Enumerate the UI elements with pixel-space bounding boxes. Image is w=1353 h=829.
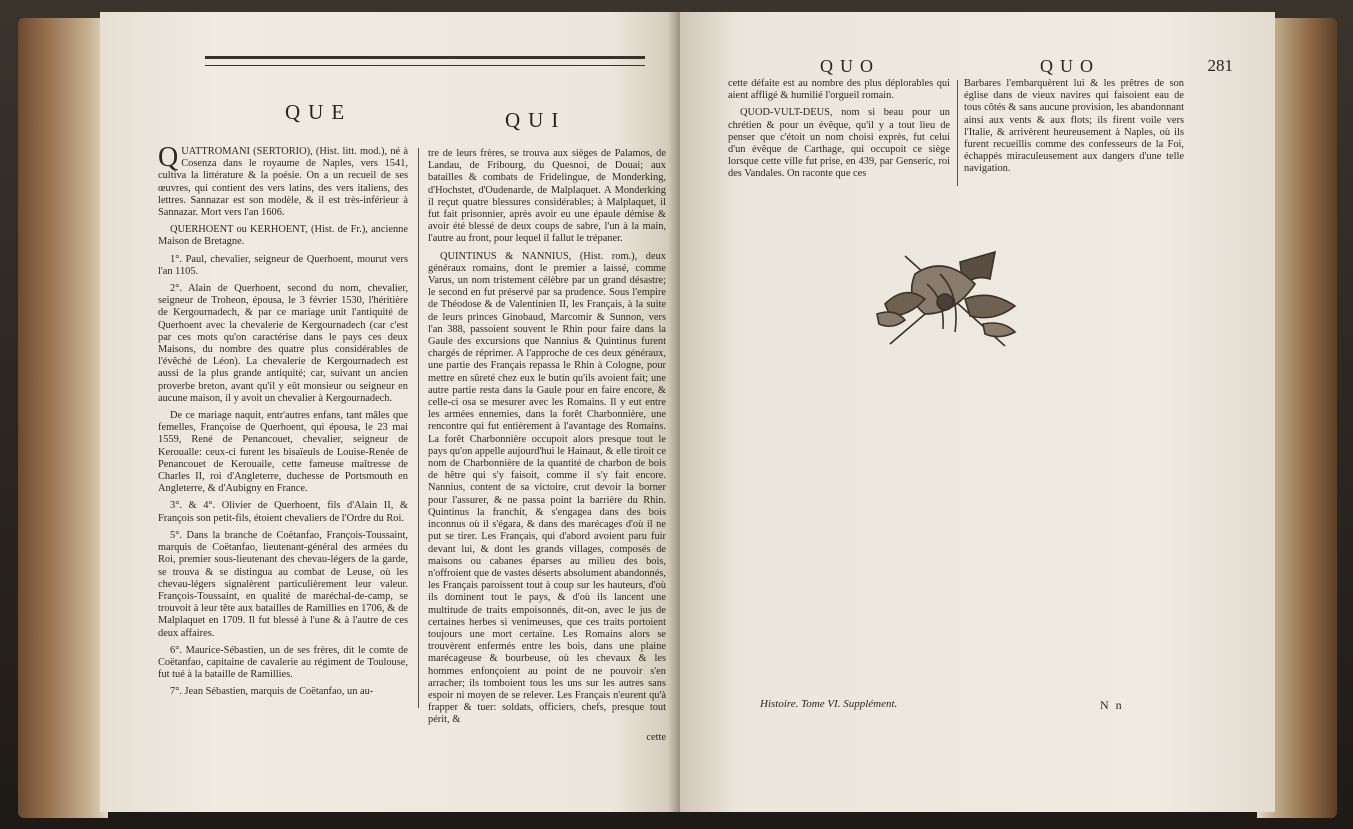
entry-paragraph: 3°. & 4°. Olivier de Querhoent, fils d'Alain II, & François son petit-fils, étoient chevaliers de l'Ordre du Roi. <box>158 500 408 524</box>
right-column-2 <box>964 78 1184 181</box>
right-page <box>680 12 1275 812</box>
left-page <box>100 12 680 812</box>
entry-paragraph: 5°. Dans la branche de Coëtanfao, François-Toussaint, marquis de Coëtanfao, lieutenant-général des armées du Roi, premier sous-lieutenant des chevau-légers de la garde, se trouva & se distingua au combat de Leuse, où les chevau-légers signalèrent particulièrement leur valeur. François-Toussaint, en qualité de maréchal-de-camp, se trouvoit à leur tête aux batailles de Ramillies en 1706, & de Malplaquet en 1709. Il fut blessé à l'une & à l'autre de ces deux affaires. <box>158 529 408 639</box>
entry-paragraph: tre de leurs frères, se trouva aux sièges de Palamos, de Landau, de Fribourg, du Quesnoi, de Douai; aux batailles & combats de Fridelingue, de Monderking, d'Hochstet, d'Oudenarde, de Malplaquet. A Monderking il reçut quatre blessures considérables; à Malplaquet, il fut fait prisonnier, après avoir eu une épaule démise & avoir été blessé de deux coups de sabre, l'un à la main, l'autre au front, pour lequel il fallut le trépaner. <box>428 148 666 245</box>
entry-text: UATTROMANI (SERTORIO), (Hist. litt. mod.), né à Cosenza dans le royaume de Naples, vers 1541, cultiva la littérature & la poésie. On a un recueil de ses œuvres, qui contient des vers latins, des vers italiens, des lettres. Sannazar est son modèle, & il est très-inférieur à Sannazar. Mort vers l'an 1606. <box>158 146 408 219</box>
entry-paragraph: 2°. Alain de Querhoent, second du nom, chevalier, seigneur de Troheon, épousa, le 3 février 1530, l'héritière de Kergournadech, & par ce mariage unit l'antiquité de Querhoent avec la chevalerie de Kergournadech (car c'est par ces mots qu'on caractérise dans le pays ces deux Maisons, du nombre des quatre plus considérables de l'évêché de Léon). La chevalerie de Kergournadech est aussi de la plus grande antiquité; car, suivant un ancien proverbe breton, avant qu'il y eût monsieur ou seigneur en aucune maison, il y avoit un chevalier à Kergournadech. <box>158 283 408 404</box>
entry-paragraph: De ce mariage naquit, entr'autres enfans, tant mâles que femelles, Françoise de Querhoent, qui épousa, le 23 mai 1559, René de Penancouet, chevalier, seigneur de Keroualle: ceux-ci furent les bisaïeuls de Louise-Renée de Penancouet de Kerouaile, cette fameuse maîtresse de Charles II, roi d'Angleterre, duchesse de Portsmouth en Angleterre, & d'Aubigny en France. <box>158 410 408 495</box>
page-number: 281 <box>1207 56 1233 75</box>
entry-paragraph: Barbares l'embarquèrent lui & les prêtres de son église dans de vieux navires qui faisoient eau de tous côtés & sans aucune provision, les abandonnant ainsi aux vents & aux flots; ils firent voile vers l'Italie, & arrivèrent heureusement à Naples, où ils furent recueillis comme des confesseurs de la Foi, échappés miraculeusement aux dangers d'une telle navigation. <box>964 78 1184 175</box>
entry-paragraph: 1°. Paul, chevalier, seigneur de Querhoent, mourut vers l'an 1105. <box>158 253 408 277</box>
footer-volume: Histoire. Tome VI. Supplément. <box>760 698 898 710</box>
trophy-ornament <box>865 244 1025 354</box>
column-divider <box>418 148 419 708</box>
entry-querhoent: QUERHOENT ou KERHOENT, (Hist. de Fr.), ancienne Maison de Bretagne. <box>158 224 408 248</box>
catchword: cette <box>646 731 666 743</box>
right-header-quo-left: QUO <box>820 56 880 76</box>
left-header-qui: QUI <box>505 108 567 132</box>
left-page-edges <box>18 18 108 818</box>
top-rule <box>205 56 645 66</box>
column-divider <box>957 80 958 186</box>
entry-quattromani <box>158 142 408 219</box>
entry-paragraph: 7°. Jean Sébastien, marquis de Coëtanfao, un au- <box>170 686 374 698</box>
entry-quintinus: QUINTINUS & NANNIUS, (Hist. rom.), deux généraux romains, dont le premier a laissé, comme Varus, un nom tristement célèbre par un grand désastre; le second en fut préservé par sa prudence. Sous l'empire de Théodose & de Valentinien II, les Français, à la suite de leurs princes Ginobaud, Marcomir & Sunnon, vers l'an 388, passoient souvent le Rhin pour faire dans la Gaule des excursions que Nannius & Quintinus furent chargés de réprimer. A l'approche de ces deux généraux, une partie des Français repassa le Rhin à Cologne, pour mettre en sûreté chez eux le butin qu'ils avoient fait; une autre partie resta dans la Gaule pour en faire encore, & celle-ci osa se mesurer avec les Romains. Il y eut entre les armées ennemies, dans la forêt Charbonnière, une rencontre qui fut entièrement à l'avantage des Romains. La forêt Charbonnière occupoit alors presque tout le pays qu'on appelle aujourd'hui le Hainaut, & elle tiroit ce nom de Charbonnière de la quantité de charbon de bois de hêtre qui s'y faisoit, comme il s'y fait encore. Nannius, content de sa victoire, crut devoir la borner pour l'assurer, & ne passa point la barrière du Rhin. Quintinus la franchit, & s'engagea dans des bois inconnus où il s'égara, & dans des marécages d'où il ne put se tirer. Les Français, qui d'abord avoient paru fuir devant lui, & dont les grands villages, composés de maisons ou cabanes éparses au milieu des bois, n'offroient que de vastes déserts absolument abandonnés, les Français paroissent tout à coup sur les hauteurs, d'où ils dominent tout le pays, & d'où ils lancent une multitude de traits empoisonnés, dit-on, avec le jus de certaines herbes si venimeuses, que ces traits portoient toujours une mort certaine. Les Romains alors se trouvèrent enfermés entre les bois, dans une plaine marécageuse & bourbeuse, où les chevaux & les hommes enfonçoient au point de ne pouvoir s'en arracher; ils tomboient tous les uns sur les autres sans espoir ni moyen de se relever. Les Français n'eurent qu'à frapper & tuer: soldats, officiers, chefs, presque tout périt, & <box>428 250 666 726</box>
footer-signature: N n <box>1100 698 1124 712</box>
left-column-1 <box>158 142 408 704</box>
entry-paragraph: 6°. Maurice-Sébastien, un de ses frères, dit le comte de Coëtanfao, capitaine de cavalerie au régiment de Toulouse, fut tué à la bataille de Ramillies. <box>158 644 408 681</box>
left-column-2 <box>428 148 666 749</box>
right-column-1 <box>728 78 950 186</box>
right-header-quo-right: QUO <box>1040 56 1100 76</box>
left-header-que: QUE <box>285 100 353 124</box>
entry-paragraph: cette défaite est au nombre des plus déplorables qui aient affligé & humilié l'orgueil romain. <box>728 78 950 102</box>
entry-quod-vult-deus: QUOD-VULT-DEUS, nom si beau pour un chrétien & pour un évêque, qu'il y a tout lieu de penser que c'étoit un nom choisi exprès, fut celui d'un évêque de Carthage, qui occupoit ce siège lorsque cette ville fut prise, en 439, par Genseric, roi des Vandales. On raconte que ces <box>728 107 950 180</box>
dropcap-q: Q <box>158 142 179 173</box>
